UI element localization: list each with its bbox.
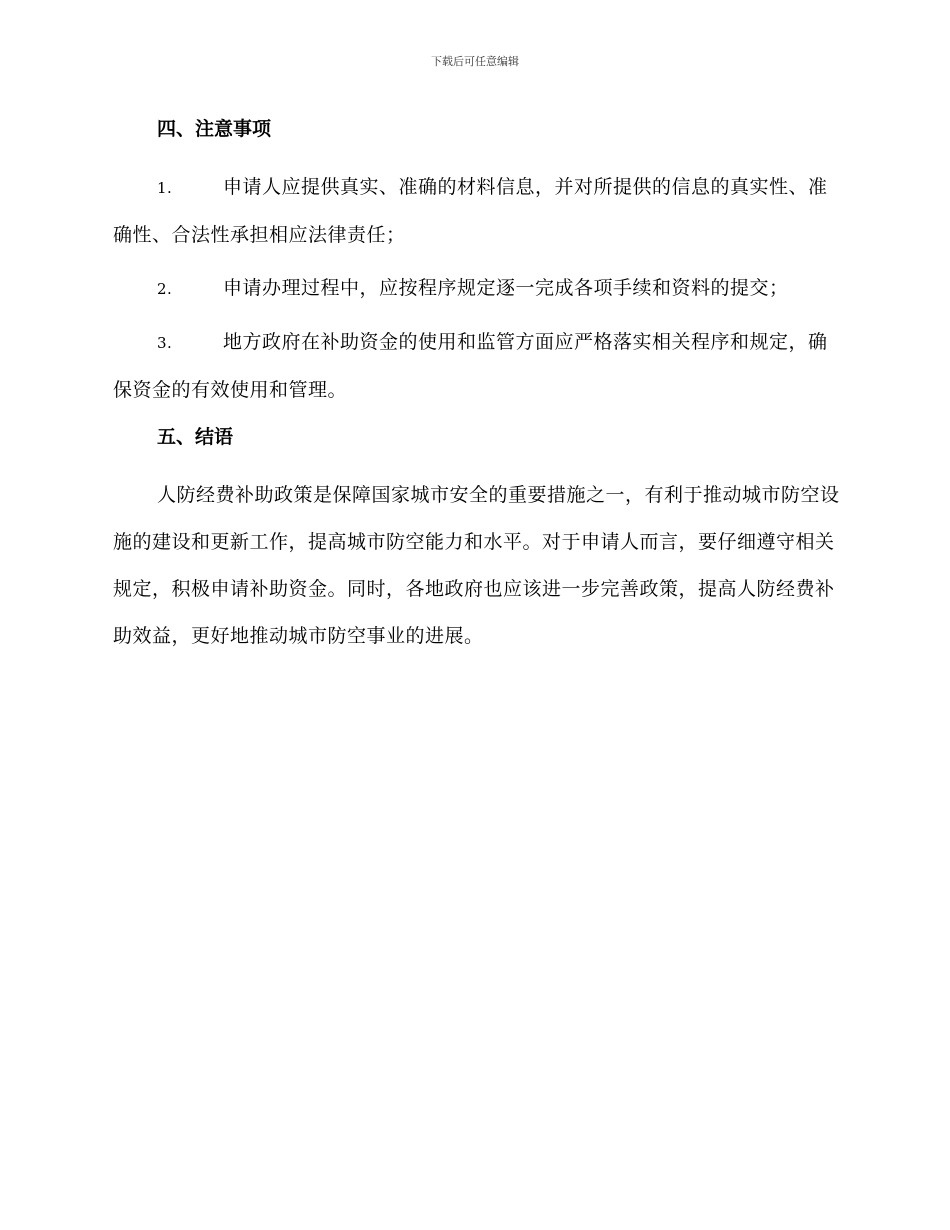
list-item (113, 265, 843, 313)
list-item-text: 申请办理过程中，应按程序规定逐一完成各项手续和资料的提交； (223, 277, 789, 299)
section-heading-conclusion: 五、结语 (157, 426, 234, 448)
page-header: 下载后可任意编辑 (431, 55, 519, 68)
list-item (113, 319, 843, 414)
list-item-text: 地方政府在补助资金的使用和监管方面应严格落实相关程序和规定，确保资金的有效使用和管理。 (113, 331, 828, 401)
document-body (113, 112, 843, 664)
list-item-number: 3. (157, 334, 173, 352)
list-item-number: 2. (157, 280, 173, 298)
list-item-number: 1. (157, 179, 173, 197)
conclusion-paragraph: 人防经费补助政策是保障国家城市安全的重要措施之一，有利于推动城市防空设施的建设和更新工作，提高城市防空能力和水平。对于申请人而言，要仔细遵守相关规定，积极申请补助资金。同时，各地政府也应该进一步完善政策，提高人防经费补助效益，更好地推动城市防空事业的进展。 (113, 484, 840, 647)
list-item-text: 申请人应提供真实、准确的材料信息，并对所提供的信息的真实性、准确性、合法性承担相应法律责任； (113, 176, 828, 246)
list-item (113, 164, 843, 259)
section-heading-notes: 四、注意事项 (157, 118, 272, 140)
